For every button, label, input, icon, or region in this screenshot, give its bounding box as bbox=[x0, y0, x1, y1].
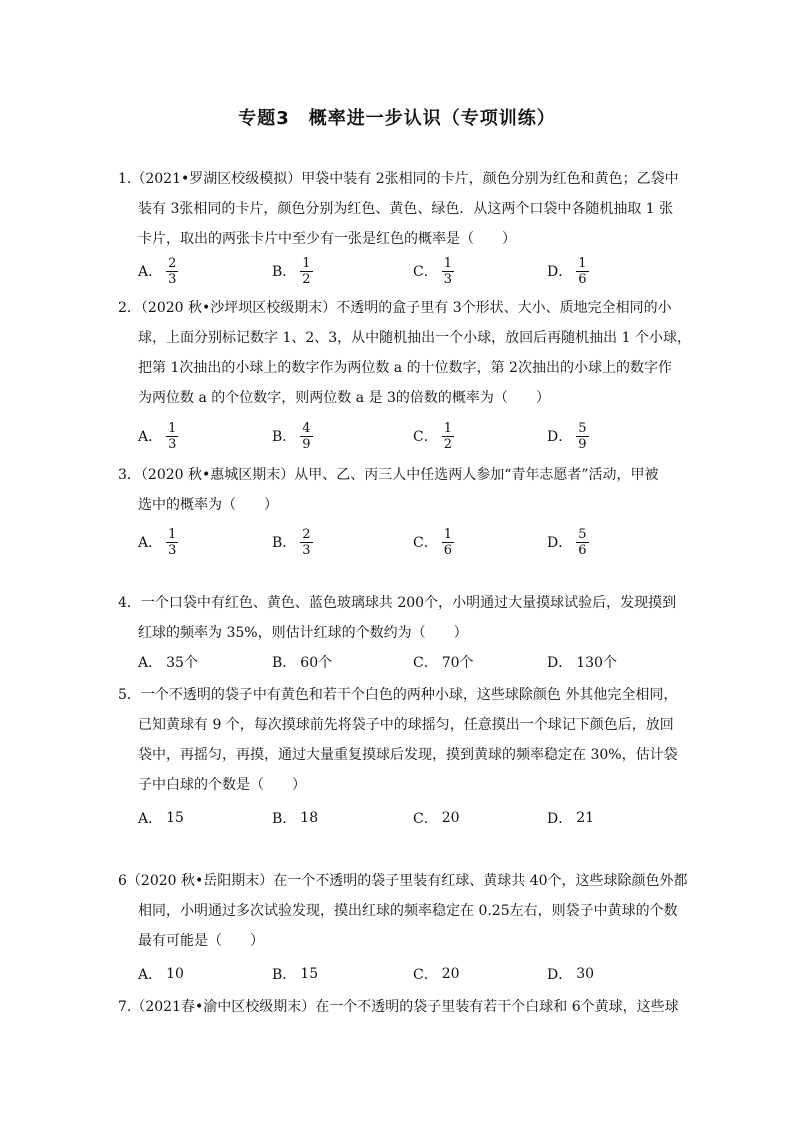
question-text-line: 红球的频率为 35%，则估计红球的个数约为（ ） bbox=[138, 625, 468, 641]
question-text-line: 最有可能是（ ） bbox=[138, 933, 264, 949]
option-a bbox=[138, 800, 184, 836]
question-6 bbox=[118, 866, 688, 956]
fraction-denominator: 3 bbox=[443, 271, 452, 287]
question-text-line: 3．（2020 秋•惠城区期末）从甲、乙、丙三人中任选两人参加“青年志愿者”活动，甲被 bbox=[118, 467, 659, 483]
fraction bbox=[166, 256, 178, 287]
option-a bbox=[138, 644, 198, 680]
fraction-numerator: 1 bbox=[302, 255, 311, 271]
fraction bbox=[442, 527, 454, 558]
option-d bbox=[547, 956, 594, 992]
question-text-line: 6（2020 秋•岳阳期末）在一个不透明的袋子里装有红球、黄球共 40个，这些球除颜色外都 bbox=[118, 873, 688, 889]
fraction-denominator: 3 bbox=[168, 271, 177, 287]
option-label: D． bbox=[547, 429, 573, 445]
question-1 bbox=[118, 164, 678, 254]
option-label: A． bbox=[138, 429, 163, 445]
fraction bbox=[576, 527, 588, 558]
question-text-line: 选中的概率为（ ） bbox=[138, 497, 278, 513]
option-c bbox=[413, 800, 460, 836]
option-label: C． bbox=[413, 429, 438, 445]
fraction bbox=[300, 421, 312, 452]
fraction bbox=[442, 421, 454, 452]
option-label: B． bbox=[272, 535, 297, 551]
option-a bbox=[138, 418, 178, 454]
fraction bbox=[442, 256, 454, 287]
fraction-numerator: 2 bbox=[168, 255, 177, 271]
fraction-denominator: 6 bbox=[578, 271, 587, 287]
fraction-numerator: 4 bbox=[302, 420, 311, 436]
question-2 bbox=[118, 293, 691, 413]
fraction-numerator: 5 bbox=[578, 420, 587, 436]
fraction-numerator: 1 bbox=[168, 420, 177, 436]
option-b bbox=[272, 956, 318, 992]
option-label: A． bbox=[138, 967, 163, 983]
fraction-numerator: 1 bbox=[443, 255, 452, 271]
option-d bbox=[547, 524, 589, 560]
option-label: B． bbox=[272, 811, 297, 827]
fraction-denominator: 6 bbox=[443, 542, 452, 558]
question-5 bbox=[118, 680, 678, 800]
option-text: 18 bbox=[300, 810, 319, 826]
fraction bbox=[576, 421, 588, 452]
question-text-line: 已知黄球有 9 个，每次摸球前先将袋子中的球摇匀，任意摸出一个球记下颜色后，放回 bbox=[138, 717, 674, 733]
option-d bbox=[547, 253, 589, 289]
question-text-line: 卡片，取出的两张卡片中至少有一张是红色的概率是（ ） bbox=[138, 231, 516, 247]
option-text: 15 bbox=[166, 810, 184, 826]
option-b bbox=[272, 253, 313, 289]
option-a bbox=[138, 956, 184, 992]
option-d bbox=[547, 800, 594, 836]
option-label: C． bbox=[413, 264, 438, 280]
fraction-numerator: 1 bbox=[578, 255, 587, 271]
question-text-line: 把第 1次抽出的小球上的数字作为两位数 a 的十位数字，第 2次抽出的小球上的数字作 bbox=[138, 360, 672, 376]
option-label: A． bbox=[138, 811, 163, 827]
option-d bbox=[547, 644, 617, 680]
option-label: B． bbox=[272, 967, 297, 983]
option-label: D． bbox=[547, 967, 573, 983]
question-text-line: 7.（2021春•渝中区校级期末）在一个不透明的袋子里装有若干个白球和 6个黄球，这些球 bbox=[118, 999, 679, 1015]
option-b bbox=[272, 524, 313, 560]
fraction-numerator: 1 bbox=[168, 526, 177, 542]
option-label: C． bbox=[413, 535, 438, 551]
option-c bbox=[413, 418, 454, 454]
option-text: 30 bbox=[576, 966, 595, 982]
option-a bbox=[138, 524, 178, 560]
option-label: C． bbox=[413, 967, 438, 983]
option-label: C． bbox=[413, 811, 438, 827]
option-text: 15 bbox=[300, 966, 319, 982]
option-label: D． bbox=[547, 811, 573, 827]
question-text-line: 袋中，再摇匀，再摸，通过大量重复摸球后发现，摸到黄球的频率稳定在 30%，估计袋 bbox=[138, 747, 678, 763]
option-label: D． bbox=[547, 535, 573, 551]
option-c bbox=[413, 956, 460, 992]
option-b bbox=[272, 644, 332, 680]
option-label: D． bbox=[547, 655, 573, 671]
fraction-denominator: 9 bbox=[302, 436, 311, 452]
option-label: B． bbox=[272, 264, 297, 280]
question-text-line: 2．（2020 秋•沙坪坝区校级期末）不透明的盒子里有 3个形状、大小、质地完全相同的小 bbox=[118, 300, 672, 316]
fraction bbox=[300, 256, 312, 287]
question-text-line: 5．一个不透明的袋子中有黄色和若干个白色的两种小球，这些球除颜色 外其他完全相同， bbox=[118, 687, 678, 703]
option-text: 35个 bbox=[166, 655, 198, 671]
option-d bbox=[547, 418, 589, 454]
question-text-line: 子中白球的个数是（ ） bbox=[138, 777, 306, 793]
fraction-denominator: 2 bbox=[443, 436, 452, 452]
question-text-line: 装有 3张相同的卡片，颜色分别为红色、黄色、绿色．从这两个口袋中各随机抽取 1 张 bbox=[138, 201, 674, 217]
fraction-denominator: 3 bbox=[168, 542, 177, 558]
option-text: 130个 bbox=[576, 655, 617, 671]
option-c bbox=[413, 524, 454, 560]
question-text-line: 为两位数 a 的个位数字，则两位数 a 是 3的倍数的概率为（ ） bbox=[138, 390, 550, 406]
option-text: 20 bbox=[441, 966, 460, 982]
option-c bbox=[413, 253, 454, 289]
page-title: 专题3 概率进一步认识（专项训练） bbox=[238, 108, 556, 129]
option-text: 20 bbox=[441, 810, 460, 826]
option-b bbox=[272, 800, 318, 836]
fraction-denominator: 3 bbox=[302, 542, 311, 558]
question-3 bbox=[118, 460, 678, 520]
fraction bbox=[576, 256, 588, 287]
fraction bbox=[166, 527, 178, 558]
question-text-line: 4．一个口袋中有红色、黄色、蓝色玻璃球共 200个，小明通过大量摸球试验后，发现摸到 bbox=[118, 595, 677, 611]
fraction-denominator: 3 bbox=[168, 436, 177, 452]
option-b bbox=[272, 418, 313, 454]
option-label: A． bbox=[138, 264, 163, 280]
option-label: D． bbox=[547, 264, 573, 280]
fraction-numerator: 2 bbox=[302, 526, 311, 542]
fraction-denominator: 6 bbox=[578, 542, 587, 558]
option-text: 10 bbox=[166, 966, 184, 982]
fraction-denominator: 9 bbox=[578, 436, 587, 452]
option-label: A． bbox=[138, 655, 163, 671]
fraction-denominator: 2 bbox=[302, 271, 311, 287]
option-c bbox=[413, 644, 474, 680]
question-text-line: 1.（2021•罗湖区校级模拟）甲袋中装有 2张相同的卡片，颜色分别为红色和黄色；乙袋中 bbox=[118, 171, 679, 187]
option-label: A． bbox=[138, 535, 163, 551]
option-label: B． bbox=[272, 429, 297, 445]
fraction bbox=[300, 527, 312, 558]
option-label: B． bbox=[272, 655, 297, 671]
option-text: 21 bbox=[576, 810, 595, 826]
question-4 bbox=[118, 588, 678, 648]
fraction bbox=[166, 421, 178, 452]
option-text: 60个 bbox=[300, 655, 333, 671]
fraction-numerator: 1 bbox=[443, 526, 452, 542]
fraction-numerator: 5 bbox=[578, 526, 587, 542]
option-text: 70个 bbox=[441, 655, 474, 671]
question-7 bbox=[118, 992, 678, 1022]
option-label: C． bbox=[413, 655, 438, 671]
fraction-numerator: 1 bbox=[443, 420, 452, 436]
question-text-line: 相同，小明通过多次试验发现，摸出红球的频率稳定在 0.25左右，则袋子中黄球的个数 bbox=[138, 903, 678, 919]
question-text-line: 球，上面分别标记数字 1、2、3，从中随机抽出一个小球，放回后再随机抽出 1 个小球， bbox=[138, 330, 691, 346]
option-a bbox=[138, 253, 178, 289]
